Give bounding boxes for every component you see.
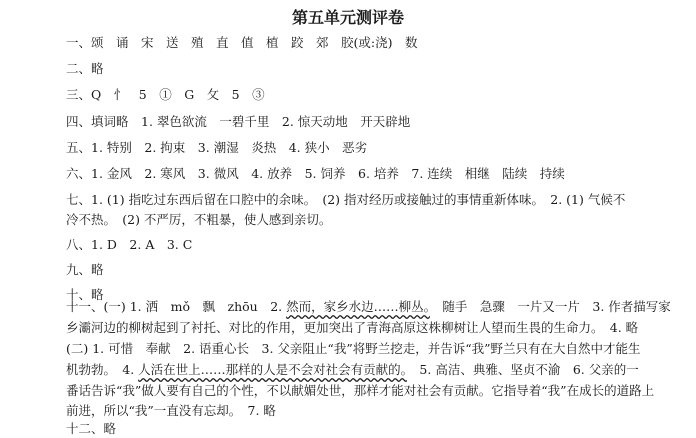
page-title: 第五单元测评卷 [291,8,404,27]
line-15-underlined: 人活在世上……那样的人是不会对社会有贡献的。 [138,362,407,377]
answer-line-17: 前进，所以“我”一直没有忘却。 7. 略 [66,403,276,418]
answer-line-9: 八、1. D 2. A 3. C [66,237,193,252]
answer-line-12 [66,298,671,316]
line-15-end: 5. 高洁、典雅、坚贞不渝 6. 父亲的一 [406,362,639,377]
answer-line-3: 三、Q 忄 5 ① G 攵 5 ③ [66,87,265,102]
answer-line-8: 冷不热。 (2) 不严厉，不粗暴，使人感到亲切。 [66,212,332,227]
answer-line-16: 番话告诉“我”做人要有自己的个性，不以献媚处世，那样才能对社会有贡献。它指导着“我”在成长的道路上 [66,383,655,398]
answer-line-2: 二、略 [66,61,104,76]
line-12-end: 随手 急骤 一片又一片 3. 作者描写家 [429,299,671,314]
line-12-start: 十一、(一) 1. 洒 mǒ 飘 zhōu 2. [66,299,287,314]
answer-line-11: 十、略 [66,287,104,302]
answer-line-4: 四、填词略 1. 翠色欲流 一碧千里 2. 惊天动地 开天辟地 [66,114,411,129]
answer-line-15 [66,361,639,379]
answer-line-10: 九、略 [66,262,104,277]
answer-line-13: 乡灞河边的柳树起到了衬托、对比的作用，更加突出了青海高原这株柳树让人望而生畏的生命力。 4. 略 [66,320,639,335]
line-15-start: 机勃勃。 4. [66,362,139,377]
answer-line-7: 七、1. (1) 指吃过东西后留在口腔中的余味。 (2) 指对经历或接触过的事情重新体味。 2. (1) 气候不 [66,192,626,207]
answer-line-6: 六、1. 金风 2. 寒风 3. 微风 4. 放养 5. 饲养 6. 培养 7. 连续 相继 陆续 持续 [66,166,565,181]
answer-line-18: 十二、略 [66,421,117,436]
line-12-underlined: 然而，家乡水边……柳丛。 [286,299,430,314]
answer-line-5: 五、1. 特别 2. 拘束 3. 潮湿 炎热 4. 狭小 恶劣 [66,140,368,155]
answer-line-14: (二) 1. 可惜 奉献 2. 语重心长 3. 父亲阻止“我”将野兰挖走，并告诉“我”野兰只有在大自然中才能生 [66,341,641,356]
answer-line-1: 一、颂 诵 宋 送 殖 直 值 植 跤 郊 胶(或:浇) 数 [66,35,418,50]
